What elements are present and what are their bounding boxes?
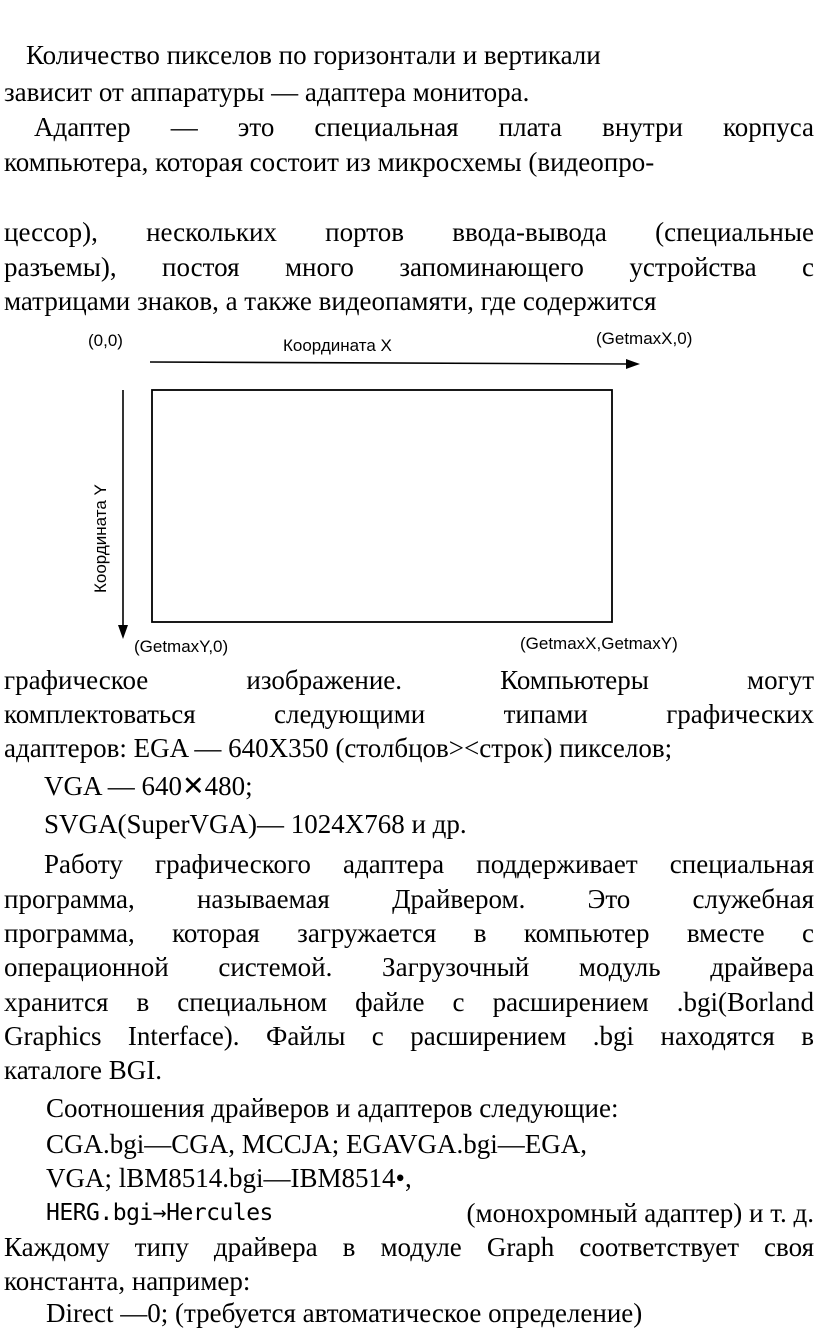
vga-line: VGA — 640✕480; <box>44 771 253 801</box>
paragraph-2-line-5: матрицами знаков, а также видеопамяти, где содержится <box>4 286 657 316</box>
herg-description-text: (монохромный адаптер) и т. д. <box>466 1198 814 1228</box>
paragraph-4-line-3: программа, которая загружается в компьютер вместе с <box>4 918 814 948</box>
paragraph-4-line-6: Graphics Interface). Файлы с расширением .bgi находятся в <box>4 1021 814 1051</box>
paragraph-3-line-1: графическое изображение. Компьютеры могут <box>4 665 814 695</box>
screen-coordinates-diagram <box>0 325 816 665</box>
paragraph-5-line-5: Каждому типу драйвера в модуле Graph соответствует своя <box>4 1232 814 1262</box>
x-axis-arrowhead-icon <box>626 359 640 369</box>
paragraph-2-line-1: Адаптер — это специальная плата внутри корпуса <box>34 112 814 142</box>
paragraph-5-line-7: Direct —0; (требуется автоматическое определение) <box>46 1298 643 1328</box>
paragraph-5-line-2: CGA.bgi—CGA, MCCJA; EGAVGA.bgi—EGA, <box>46 1129 588 1159</box>
bottom-left-corner-label: (GetmaxY,0) <box>134 637 229 656</box>
paragraph-3-line-3: адаптеров: EGA — 640X350 (столбцов><строк) пикселов; <box>4 733 673 763</box>
herg-driver-text: HERG.bgi→Hercules <box>46 1200 273 1226</box>
paragraph-4-line-4: операционной системой. Загрузочный модуль драйвера <box>4 952 814 982</box>
paragraph-4-line-5: хранится в специальном файле с расширением .bgi(Borland <box>4 987 814 1017</box>
svga-line: SVGA(SuperVGA)— 1024X768 и др. <box>44 809 467 839</box>
x-axis-arrow-line <box>150 362 628 364</box>
bottom-right-corner-label: (GetmaxX,GetmaxY) <box>520 634 678 653</box>
paragraph-4-line-2: программа, называемая Драйвером. Это служебная <box>4 884 814 914</box>
top-right-corner-label: (GetmaxX,0) <box>596 329 693 348</box>
x-axis-label: Координата X <box>283 336 392 355</box>
paragraph-5-line-3: VGA; lBM8514.bgi—IBM8514•, <box>46 1163 412 1193</box>
y-axis-label: Координата Y <box>91 484 110 593</box>
y-axis-arrowhead-icon <box>118 625 128 639</box>
paragraph-2-line-4: разъемы), постоя много запоминающего устройства с <box>4 252 814 282</box>
origin-label: (0,0) <box>88 331 123 350</box>
paragraph-3-line-2: комплектоваться следующими типами графических <box>4 699 814 729</box>
paragraph-5-line-4 <box>46 1196 814 1230</box>
screen-rectangle <box>152 390 612 622</box>
paragraph-2-line-2: компьютера, которая состоит из микросхемы (видеопро- <box>4 147 655 177</box>
paragraph-1-line-2: зависит от аппаратуры — адаптера монитора. <box>4 77 530 107</box>
paragraph-2-line-3: цессор), нескольких портов ввода-вывода (специальные <box>4 217 814 247</box>
paragraph-1-line-1: Количество пикселов по горизонтали и вертикали <box>26 40 601 70</box>
paragraph-4-line-7: каталоге BGI. <box>4 1055 163 1085</box>
paragraph-5-line-1: Соотношения драйверов и адаптеров следующие: <box>46 1093 619 1123</box>
paragraph-5-line-6: константа, например: <box>4 1266 251 1296</box>
paragraph-4-line-1: Работу графического адаптера поддерживает специальная <box>44 849 814 879</box>
